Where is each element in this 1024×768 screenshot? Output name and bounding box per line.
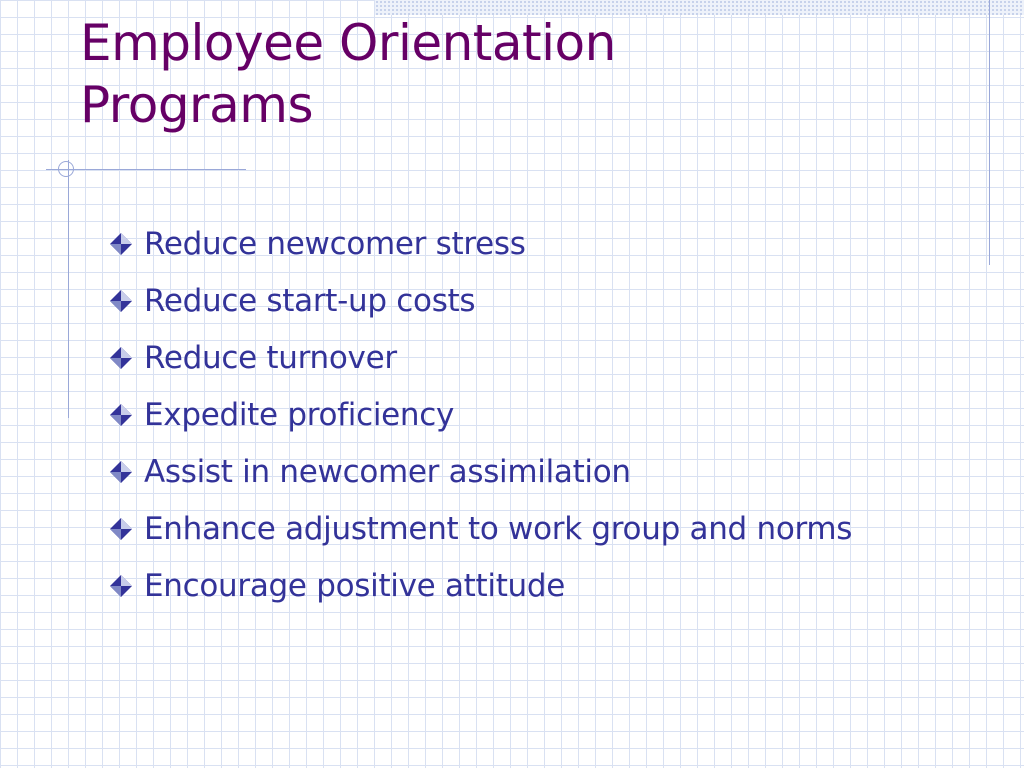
bullet-text: Reduce start-up costs <box>144 283 476 319</box>
bullet-item <box>108 279 928 324</box>
accent-circle-icon <box>58 161 74 177</box>
slide-title-line-2: Programs <box>80 76 314 134</box>
slide-title <box>80 12 960 136</box>
bullet-item <box>108 222 928 267</box>
bullet-item <box>108 564 928 609</box>
diamond-bullet-icon <box>109 403 133 427</box>
bullet-text: Assist in newcomer assimilation <box>144 454 631 490</box>
diamond-bullet-icon <box>109 460 133 484</box>
right-accent-line <box>989 0 990 265</box>
bullet-item <box>108 393 928 438</box>
slide-title-line-1: Employee Orientation <box>80 14 616 72</box>
left-accent-line <box>68 160 69 418</box>
diamond-bullet-icon <box>109 289 133 313</box>
diamond-bullet-icon <box>109 574 133 598</box>
bullet-item <box>108 450 928 495</box>
bullet-text: Reduce turnover <box>144 340 397 376</box>
bullet-text: Reduce newcomer stress <box>144 226 526 262</box>
bullet-item <box>108 336 928 381</box>
bullet-text: Encourage positive attitude <box>144 568 566 604</box>
diamond-bullet-icon <box>109 517 133 541</box>
diamond-bullet-icon <box>109 232 133 256</box>
bullet-text: Enhance adjustment to work group and norms <box>144 511 853 547</box>
title-underline <box>46 169 246 170</box>
bullet-list <box>108 222 928 621</box>
diamond-bullet-icon <box>109 346 133 370</box>
bullet-text: Expedite proficiency <box>144 397 455 433</box>
bullet-item <box>108 507 928 552</box>
